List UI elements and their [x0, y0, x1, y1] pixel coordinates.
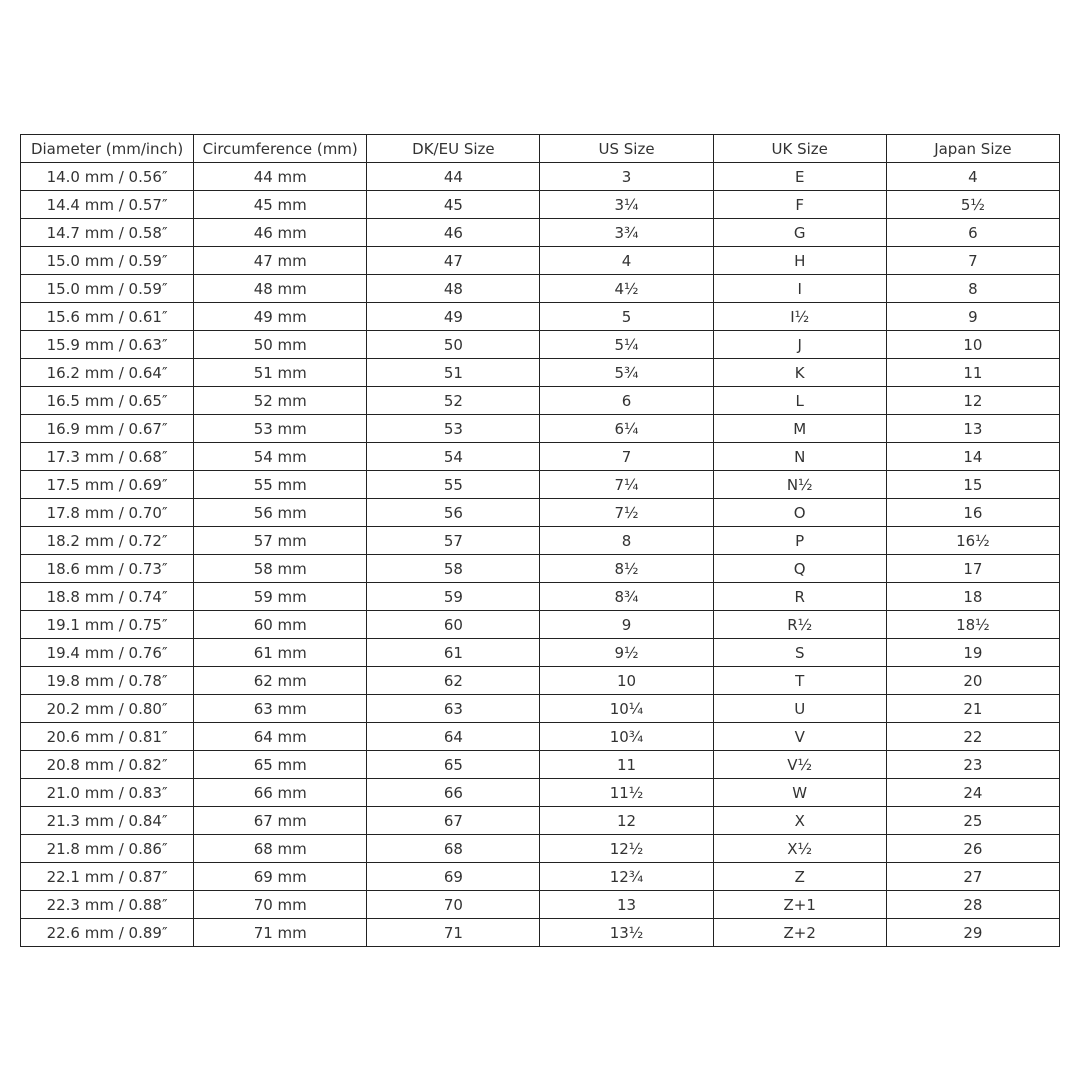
cell-uk-size: Z+2	[713, 919, 886, 947]
cell-circumference: 47 mm	[194, 247, 367, 275]
cell-uk-size: N	[713, 443, 886, 471]
cell-circumference: 60 mm	[194, 611, 367, 639]
cell-diameter: 15.6 mm / 0.61″	[21, 303, 194, 331]
cell-circumference: 62 mm	[194, 667, 367, 695]
cell-circumference: 52 mm	[194, 387, 367, 415]
cell-uk-size: G	[713, 219, 886, 247]
cell-us-size: 10¾	[540, 723, 713, 751]
cell-japan-size: 4	[886, 163, 1059, 191]
cell-diameter: 15.9 mm / 0.63″	[21, 331, 194, 359]
cell-dk-eu-size: 71	[367, 919, 540, 947]
table-row	[21, 555, 1060, 583]
cell-diameter: 22.1 mm / 0.87″	[21, 863, 194, 891]
cell-us-size: 10	[540, 667, 713, 695]
table-header	[21, 135, 1060, 163]
cell-circumference: 66 mm	[194, 779, 367, 807]
cell-us-size: 8¾	[540, 583, 713, 611]
cell-diameter: 20.2 mm / 0.80″	[21, 695, 194, 723]
cell-diameter: 19.4 mm / 0.76″	[21, 639, 194, 667]
cell-us-size: 10¼	[540, 695, 713, 723]
cell-dk-eu-size: 70	[367, 891, 540, 919]
cell-circumference: 71 mm	[194, 919, 367, 947]
table-row	[21, 387, 1060, 415]
cell-dk-eu-size: 49	[367, 303, 540, 331]
cell-diameter: 16.9 mm / 0.67″	[21, 415, 194, 443]
cell-uk-size: Z+1	[713, 891, 886, 919]
cell-japan-size: 6	[886, 219, 1059, 247]
cell-japan-size: 28	[886, 891, 1059, 919]
cell-uk-size: R½	[713, 611, 886, 639]
cell-us-size: 12¾	[540, 863, 713, 891]
cell-uk-size: U	[713, 695, 886, 723]
table-row	[21, 471, 1060, 499]
cell-circumference: 50 mm	[194, 331, 367, 359]
cell-uk-size: T	[713, 667, 886, 695]
table-row	[21, 807, 1060, 835]
table-row	[21, 723, 1060, 751]
cell-japan-size: 24	[886, 779, 1059, 807]
cell-uk-size: S	[713, 639, 886, 667]
cell-uk-size: V	[713, 723, 886, 751]
cell-circumference: 68 mm	[194, 835, 367, 863]
cell-us-size: 6¼	[540, 415, 713, 443]
cell-us-size: 4	[540, 247, 713, 275]
cell-dk-eu-size: 56	[367, 499, 540, 527]
table-row	[21, 863, 1060, 891]
cell-circumference: 58 mm	[194, 555, 367, 583]
cell-uk-size: F	[713, 191, 886, 219]
cell-dk-eu-size: 58	[367, 555, 540, 583]
table-row	[21, 191, 1060, 219]
cell-uk-size: V½	[713, 751, 886, 779]
header-diameter: Diameter (mm/inch)	[21, 135, 194, 163]
cell-japan-size: 15	[886, 471, 1059, 499]
cell-us-size: 5¾	[540, 359, 713, 387]
cell-us-size: 7¼	[540, 471, 713, 499]
cell-japan-size: 11	[886, 359, 1059, 387]
cell-diameter: 19.1 mm / 0.75″	[21, 611, 194, 639]
cell-diameter: 17.3 mm / 0.68″	[21, 443, 194, 471]
cell-diameter: 15.0 mm / 0.59″	[21, 247, 194, 275]
cell-uk-size: K	[713, 359, 886, 387]
cell-us-size: 3¼	[540, 191, 713, 219]
table-row	[21, 499, 1060, 527]
cell-us-size: 6	[540, 387, 713, 415]
cell-diameter: 17.8 mm / 0.70″	[21, 499, 194, 527]
cell-dk-eu-size: 54	[367, 443, 540, 471]
cell-us-size: 12	[540, 807, 713, 835]
cell-uk-size: J	[713, 331, 886, 359]
cell-circumference: 44 mm	[194, 163, 367, 191]
cell-circumference: 51 mm	[194, 359, 367, 387]
cell-uk-size: H	[713, 247, 886, 275]
cell-japan-size: 10	[886, 331, 1059, 359]
cell-us-size: 7½	[540, 499, 713, 527]
cell-uk-size: N½	[713, 471, 886, 499]
cell-us-size: 3	[540, 163, 713, 191]
cell-japan-size: 16½	[886, 527, 1059, 555]
table-row	[21, 583, 1060, 611]
cell-us-size: 11	[540, 751, 713, 779]
cell-dk-eu-size: 55	[367, 471, 540, 499]
table-row	[21, 247, 1060, 275]
cell-circumference: 64 mm	[194, 723, 367, 751]
cell-diameter: 22.6 mm / 0.89″	[21, 919, 194, 947]
table-row	[21, 443, 1060, 471]
cell-us-size: 5¼	[540, 331, 713, 359]
table-row	[21, 639, 1060, 667]
cell-circumference: 65 mm	[194, 751, 367, 779]
cell-diameter: 14.0 mm / 0.56″	[21, 163, 194, 191]
cell-dk-eu-size: 50	[367, 331, 540, 359]
header-dk-eu-size: DK/EU Size	[367, 135, 540, 163]
cell-uk-size: Q	[713, 555, 886, 583]
cell-japan-size: 14	[886, 443, 1059, 471]
header-uk-size: UK Size	[713, 135, 886, 163]
cell-japan-size: 12	[886, 387, 1059, 415]
cell-diameter: 22.3 mm / 0.88″	[21, 891, 194, 919]
cell-japan-size: 9	[886, 303, 1059, 331]
cell-dk-eu-size: 64	[367, 723, 540, 751]
cell-japan-size: 29	[886, 919, 1059, 947]
table-body	[21, 163, 1060, 947]
cell-circumference: 49 mm	[194, 303, 367, 331]
cell-us-size: 11½	[540, 779, 713, 807]
cell-us-size: 9	[540, 611, 713, 639]
cell-uk-size: E	[713, 163, 886, 191]
table-row	[21, 611, 1060, 639]
cell-japan-size: 18	[886, 583, 1059, 611]
table-row	[21, 779, 1060, 807]
cell-uk-size: R	[713, 583, 886, 611]
ring-size-table	[20, 134, 1060, 947]
cell-dk-eu-size: 53	[367, 415, 540, 443]
cell-circumference: 53 mm	[194, 415, 367, 443]
cell-circumference: 61 mm	[194, 639, 367, 667]
cell-dk-eu-size: 66	[367, 779, 540, 807]
cell-japan-size: 25	[886, 807, 1059, 835]
cell-japan-size: 19	[886, 639, 1059, 667]
cell-circumference: 45 mm	[194, 191, 367, 219]
cell-circumference: 67 mm	[194, 807, 367, 835]
cell-dk-eu-size: 65	[367, 751, 540, 779]
table-row	[21, 163, 1060, 191]
cell-dk-eu-size: 61	[367, 639, 540, 667]
cell-diameter: 19.8 mm / 0.78″	[21, 667, 194, 695]
cell-uk-size: M	[713, 415, 886, 443]
cell-dk-eu-size: 52	[367, 387, 540, 415]
cell-uk-size: X½	[713, 835, 886, 863]
cell-uk-size: P	[713, 527, 886, 555]
table-row	[21, 751, 1060, 779]
cell-japan-size: 20	[886, 667, 1059, 695]
cell-us-size: 8½	[540, 555, 713, 583]
cell-japan-size: 21	[886, 695, 1059, 723]
cell-us-size: 13	[540, 891, 713, 919]
cell-dk-eu-size: 59	[367, 583, 540, 611]
cell-dk-eu-size: 62	[367, 667, 540, 695]
table-row	[21, 695, 1060, 723]
cell-uk-size: Z	[713, 863, 886, 891]
cell-dk-eu-size: 63	[367, 695, 540, 723]
table-row	[21, 275, 1060, 303]
cell-diameter: 14.4 mm / 0.57″	[21, 191, 194, 219]
cell-diameter: 18.8 mm / 0.74″	[21, 583, 194, 611]
cell-japan-size: 7	[886, 247, 1059, 275]
cell-diameter: 18.6 mm / 0.73″	[21, 555, 194, 583]
cell-dk-eu-size: 60	[367, 611, 540, 639]
table-row	[21, 667, 1060, 695]
cell-circumference: 69 mm	[194, 863, 367, 891]
cell-dk-eu-size: 44	[367, 163, 540, 191]
cell-circumference: 70 mm	[194, 891, 367, 919]
cell-us-size: 12½	[540, 835, 713, 863]
cell-japan-size: 16	[886, 499, 1059, 527]
cell-japan-size: 18½	[886, 611, 1059, 639]
cell-diameter: 21.0 mm / 0.83″	[21, 779, 194, 807]
cell-circumference: 56 mm	[194, 499, 367, 527]
cell-dk-eu-size: 67	[367, 807, 540, 835]
cell-us-size: 5	[540, 303, 713, 331]
cell-diameter: 21.8 mm / 0.86″	[21, 835, 194, 863]
cell-dk-eu-size: 69	[367, 863, 540, 891]
cell-diameter: 17.5 mm / 0.69″	[21, 471, 194, 499]
cell-uk-size: I½	[713, 303, 886, 331]
cell-us-size: 4½	[540, 275, 713, 303]
cell-dk-eu-size: 45	[367, 191, 540, 219]
cell-circumference: 57 mm	[194, 527, 367, 555]
table-row	[21, 527, 1060, 555]
cell-circumference: 55 mm	[194, 471, 367, 499]
cell-japan-size: 5½	[886, 191, 1059, 219]
cell-diameter: 16.2 mm / 0.64″	[21, 359, 194, 387]
cell-uk-size: I	[713, 275, 886, 303]
cell-uk-size: W	[713, 779, 886, 807]
cell-diameter: 14.7 mm / 0.58″	[21, 219, 194, 247]
cell-japan-size: 27	[886, 863, 1059, 891]
cell-japan-size: 26	[886, 835, 1059, 863]
cell-dk-eu-size: 48	[367, 275, 540, 303]
cell-dk-eu-size: 57	[367, 527, 540, 555]
cell-us-size: 8	[540, 527, 713, 555]
cell-us-size: 9½	[540, 639, 713, 667]
table-row	[21, 919, 1060, 947]
table-row	[21, 415, 1060, 443]
table-row	[21, 835, 1060, 863]
table-row	[21, 891, 1060, 919]
table-row	[21, 303, 1060, 331]
cell-japan-size: 13	[886, 415, 1059, 443]
cell-diameter: 15.0 mm / 0.59″	[21, 275, 194, 303]
cell-diameter: 21.3 mm / 0.84″	[21, 807, 194, 835]
cell-circumference: 59 mm	[194, 583, 367, 611]
cell-us-size: 7	[540, 443, 713, 471]
header-us-size: US Size	[540, 135, 713, 163]
cell-us-size: 13½	[540, 919, 713, 947]
header-circumference: Circumference (mm)	[194, 135, 367, 163]
table-row	[21, 331, 1060, 359]
cell-uk-size: L	[713, 387, 886, 415]
cell-diameter: 16.5 mm / 0.65″	[21, 387, 194, 415]
cell-circumference: 46 mm	[194, 219, 367, 247]
cell-dk-eu-size: 51	[367, 359, 540, 387]
cell-japan-size: 23	[886, 751, 1059, 779]
header-row	[21, 135, 1060, 163]
cell-diameter: 20.8 mm / 0.82″	[21, 751, 194, 779]
cell-diameter: 18.2 mm / 0.72″	[21, 527, 194, 555]
cell-japan-size: 22	[886, 723, 1059, 751]
cell-diameter: 20.6 mm / 0.81″	[21, 723, 194, 751]
table-row	[21, 219, 1060, 247]
cell-us-size: 3¾	[540, 219, 713, 247]
cell-dk-eu-size: 47	[367, 247, 540, 275]
cell-japan-size: 17	[886, 555, 1059, 583]
table-row	[21, 359, 1060, 387]
cell-uk-size: X	[713, 807, 886, 835]
cell-japan-size: 8	[886, 275, 1059, 303]
cell-uk-size: O	[713, 499, 886, 527]
cell-circumference: 54 mm	[194, 443, 367, 471]
cell-dk-eu-size: 68	[367, 835, 540, 863]
cell-circumference: 63 mm	[194, 695, 367, 723]
cell-dk-eu-size: 46	[367, 219, 540, 247]
cell-circumference: 48 mm	[194, 275, 367, 303]
header-japan-size: Japan Size	[886, 135, 1059, 163]
